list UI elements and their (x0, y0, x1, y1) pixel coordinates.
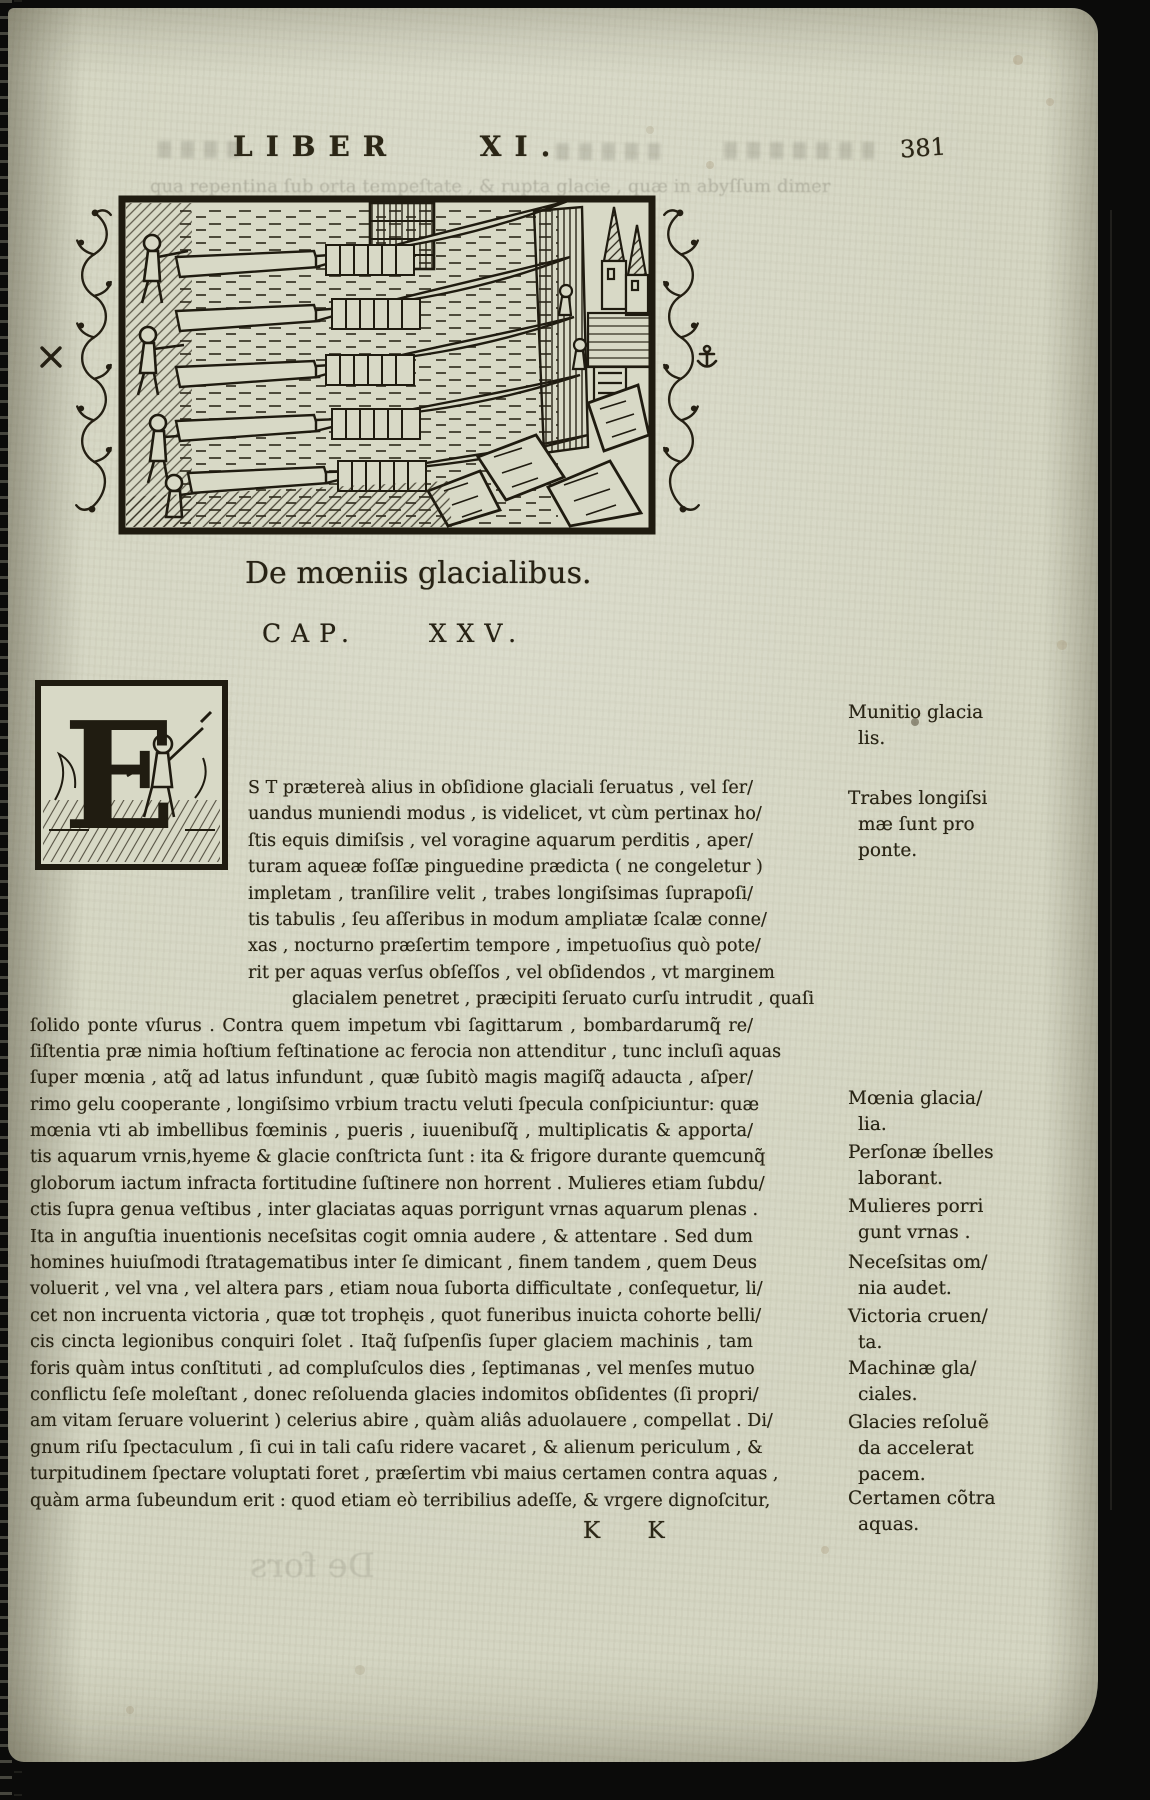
page-paper (8, 8, 1098, 1762)
body-text-line: tis aquarum vrnis,hyeme & glacie conſtricta ſunt : ita & frigore durante quemcunq̃ (30, 1147, 766, 1168)
margin-note-line: Perſonæ íbelles (848, 1142, 994, 1163)
margin-note (848, 1194, 1026, 1246)
signature-mark: K K (583, 1518, 685, 1544)
body-text-line: impletam , tranſilire velit , trabes longiſsimas ſuprapoſi/ (248, 883, 753, 904)
margin-note-line: Glacies reſoluẽ (848, 1412, 989, 1433)
margin-note (848, 1304, 1026, 1356)
margin-note-line: ta. (858, 1332, 883, 1353)
margin-note-line: ponte. (858, 840, 918, 861)
body-text-line: ſiſtentia præ nimia hoſtium feſtinatione ac ferocia non attenditur , tunc incluſi aquas (30, 1041, 782, 1062)
paper-stains (8, 8, 12, 12)
running-head: LIBER XI. (233, 130, 564, 163)
drop-cap-letter: E (63, 689, 176, 863)
ghost-offset-text: qua repentina ſub orta tempeſtate , & rupta glacie , quæ in abyſſum dimer (150, 176, 831, 197)
body-text-line: turam aqueæ foſſæ pinguedine prædicta ( ne congeletur ) (248, 857, 763, 878)
body-text-line: glacialem penetret , præcipiti ſeruato curſu intrudit , quaſi (292, 989, 815, 1010)
body-text-line: cet non incruenta victoria , quæ tot trophęis , quot funeribus inuicta cohorte belli/ (30, 1305, 762, 1326)
margin-note-line: Trabes longiſsi (848, 788, 988, 809)
margin-note (848, 786, 1026, 864)
margin-note-line: lia. (858, 1114, 887, 1135)
body-text-line: quàm arma ſubeundum erit : quod etiam eò terribilius adeſſe, & vrgere dignoſcitur, (30, 1490, 771, 1511)
margin-note-line: da accelerat (858, 1438, 974, 1459)
body-text-line: gnum riſu ſpectaculum , ſi cui in tali caſu ridere vacaret , & alienum periculum , & (30, 1437, 763, 1458)
body-text-line: uandus muniendi modus , is videlicet, vt cùm pertinax ho/ (248, 804, 762, 825)
siege-woodcut-illustration (118, 195, 656, 535)
margin-note-line: Mulieres porri (848, 1196, 984, 1217)
margin-note-line: Neceſsitas om/ (848, 1252, 988, 1273)
margin-note-line: ciales. (858, 1384, 918, 1405)
page-number: 381 (899, 132, 947, 164)
body-text-line: foris quàm intus conſtituti , ad compluſculos dies , ſeptimanas , vel menſes mutuo (30, 1358, 755, 1379)
body-text (30, 775, 815, 1514)
margin-note (848, 1356, 1026, 1408)
floral-scroll-ornament-left (72, 205, 118, 521)
body-text-line: ſolido ponte vſurus . Contra quem impetum vbi ſagittarum , bombardarumq̃ re/ (30, 1015, 753, 1036)
margin-note-line: lis. (858, 728, 886, 749)
chapter-number: CAP. XXV. (262, 619, 527, 648)
margin-note-line: gunt vrnas . (858, 1222, 971, 1243)
margin-notes (848, 8, 1026, 1762)
body-text-line: xas , nocturno præſertim tempore , impetuoſius quò pote/ (248, 936, 761, 957)
body-text-line: conflictu ſeſe moleſtant , donec reſoluenda glacies indomitos obſidentes (ſi propri/ (30, 1384, 759, 1405)
body-text-line: voluerit , vel vna , vel altera pars , etiam noua ſuborta difficultate , conſequetur, li/ (30, 1279, 763, 1300)
body-text-line: rit per aquas verſus obſeſſos , vel obſidendos , vt marginem (248, 962, 775, 983)
ghost-smudge (158, 141, 244, 158)
next-page-edge (1110, 210, 1112, 1510)
body-text-line: cis cincta legionibus conquiri ſolet . Itaq̃ ſuſpenſis ſuper glaciem machinis , tam (30, 1332, 753, 1353)
margin-note (848, 1140, 1026, 1192)
body-text-line: tis tabulis , ſeu aſſeribus in modum ampliatæ ſcalæ conne/ (248, 909, 767, 930)
margin-note-line: pacem. (858, 1464, 926, 1485)
ghost-smudge (556, 143, 660, 160)
margin-note-line: Certamen cõtra (848, 1488, 996, 1509)
margin-note-line: Victoria cruen/ (848, 1306, 988, 1327)
body-text-line: homines huiuſmodi ſtratagematibus inter ſe dimicant , finem tandem , quem Deus (30, 1253, 758, 1274)
body-text-line: ctis ſupra genua veſtibus , inter glaciatas aquas porrigunt vrnas aquarum plenas . (30, 1200, 759, 1221)
margin-note-line: nia audet. (858, 1278, 952, 1299)
body-full-lines (30, 1013, 782, 1514)
body-text-line: rimo gelu cooperante , longiſsimo vrbium tractu veluti ſpecula conſpiciuntur: quæ (30, 1094, 760, 1115)
body-text-line: mœnia vti ab imbellibus fœminis , pueris , iuuenibuſq̃ , multiplicatis & apporta/ (30, 1121, 753, 1142)
margin-note (848, 1410, 1026, 1488)
margin-note (848, 1086, 1026, 1138)
margin-note (848, 1250, 1026, 1302)
body-text-line: turpitudinem ſpectare voluptati foret , præſertim vbi maius certamen contra aquas , (30, 1464, 779, 1485)
body-indented-lines (30, 775, 815, 1013)
margin-note-line: laborant. (858, 1168, 944, 1189)
chapter-title: De mœniis glacialibus. (245, 556, 592, 591)
body-text-line: S T prætereà alius in obſidione glaciali ſeruatus , vel ſer/ (248, 778, 753, 798)
margin-note-line: Mœnia glacia/ (848, 1088, 983, 1109)
body-text-line: Ita in anguſtia inuentionis neceſsitas cogit omnia audere , & attentare . Sed dum (30, 1226, 753, 1247)
ghost-mirrored-text: De fors (250, 1546, 375, 1586)
margin-note-line: mæ ſunt pro (858, 814, 975, 835)
body-text-line: ſuper mœnia , atq̃ ad latus infundunt , quæ ſubitò magis magiſq̃ adaucta , aſper/ (30, 1068, 753, 1089)
margin-note-line: aquas. (858, 1514, 920, 1535)
cross-mark-icon (38, 342, 64, 372)
margin-note-line: Munitio glacia (848, 702, 984, 723)
margin-note (848, 700, 1026, 752)
body-text-line: globorum iactum infracta fortitudine ſuſtinere non horrent . Mulieres etiam ſubdu/ (30, 1173, 765, 1194)
anchor-mark-icon (694, 344, 720, 374)
margin-note (848, 1486, 1026, 1538)
body-text-line: am vitam ſeruare voluerint ) celerius abire , quàm aliâs aduolauere , compellat . Di/ (30, 1411, 773, 1432)
margin-note-line: Machinæ gla/ (848, 1358, 977, 1379)
body-text-line: ſtis equis dimiſsis , vel voragine aquarum perditis , aper/ (248, 830, 753, 851)
